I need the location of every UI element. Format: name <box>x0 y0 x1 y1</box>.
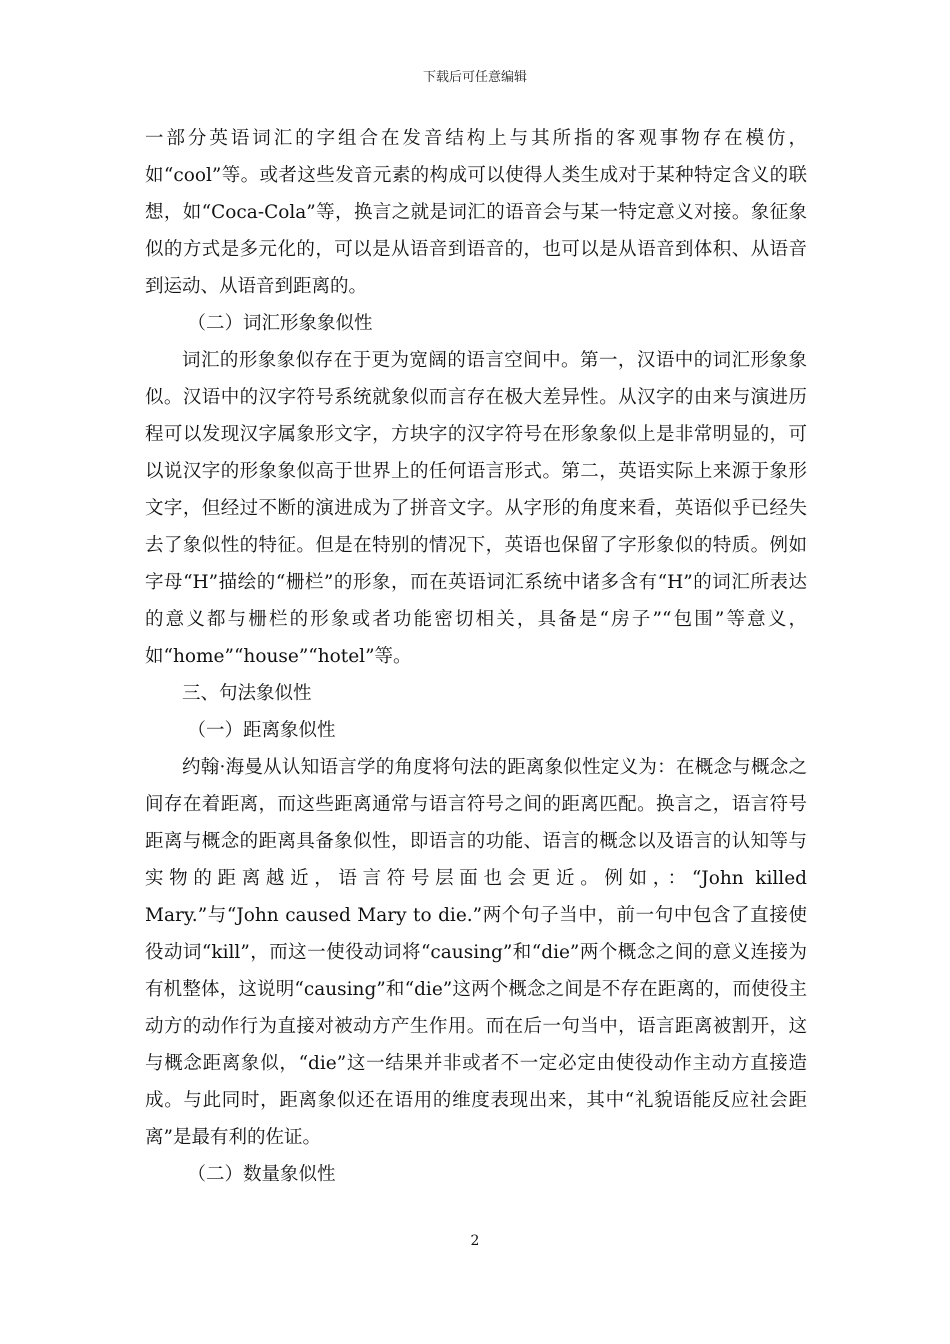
section-heading: （二）词汇形象象似性 <box>187 313 373 334</box>
page-number: 2 <box>470 1233 480 1249</box>
paragraph: 词汇的形象象似存在于更为宽阔的语言空间中。第一，汉语中的词汇形象象似。汉语中的汉字符号系统就象似而言存在极大差异性。从汉字的由来与演进历程可以发现汉字属象形文字，方块字的汉字符号在形象象似上是非常明显的，可以说汉字的形象象似高于世界上的任何语言形式。第二，英语实际上来源于象形文字，但经过不断的演进成为了拼音文字。从字形的角度来看，英语似乎已经失去了象似性的特征。但是在特别的情况下，英语也保留了字形象似的特质。例如字母“H”描绘的“栅栏”的形象，而在英语词汇系统中诸多含有“H”的词汇所表达的意义都与栅栏的形象或者功能密切相关，具备是“房子”“包围”等意义，如“home”“house”“hotel”等。 <box>145 350 807 667</box>
section-heading: （二）数量象似性 <box>187 1164 336 1185</box>
document-body <box>145 120 807 1193</box>
section-heading: （一）距离象似性 <box>187 720 336 741</box>
paragraph: 一部分英语词汇的字组合在发音结构上与其所指的客观事物存在模仿，如“cool”等。或者这些发音元素的构成可以使得人类生成对于某种特定含义的联想，如“Coca-Cola”等，换言之就是词汇的语音会与某一特定意义对接。象征象似的方式是多元化的，可以是从语音到语音的，也可以是从语音到体积、从语音到运动、从语音到距离的。 <box>145 128 807 297</box>
section-heading: 三、句法象似性 <box>182 683 312 704</box>
page-header: 下载后可任意编辑 <box>422 70 527 85</box>
paragraph: 约翰·海曼从认知语言学的角度将句法的距离象似性定义为：在概念与概念之间存在着距离，而这些距离通常与语言符号之间的距离匹配。换言之，语言符号距离与概念的距离具备象似性，即语言的功能、语言的概念以及语言的认知等与实物的距离越近，语言符号层面也会更近。例如，：“John killed Mary.”与“John caused Mary to die.”两个句子当中，前一句中包含了直接使役动词“kill”，而这一使役动词将“causing”和“die”两个概念之间的意义连接为有机整体，这说明“causing”和“die”这两个概念之间是不存在距离的，而使役主动方的动作行为直接对被动方产生作用。而在后一句当中，语言距离被割开，这与概念距离象似，“die”这一结果并非或者不一定必定由使役动作主动方直接造成。与此同时，距离象似还在语用的维度表现出来，其中“礼貌语能反应社会距离”是最有利的佐证。 <box>145 757 807 1148</box>
